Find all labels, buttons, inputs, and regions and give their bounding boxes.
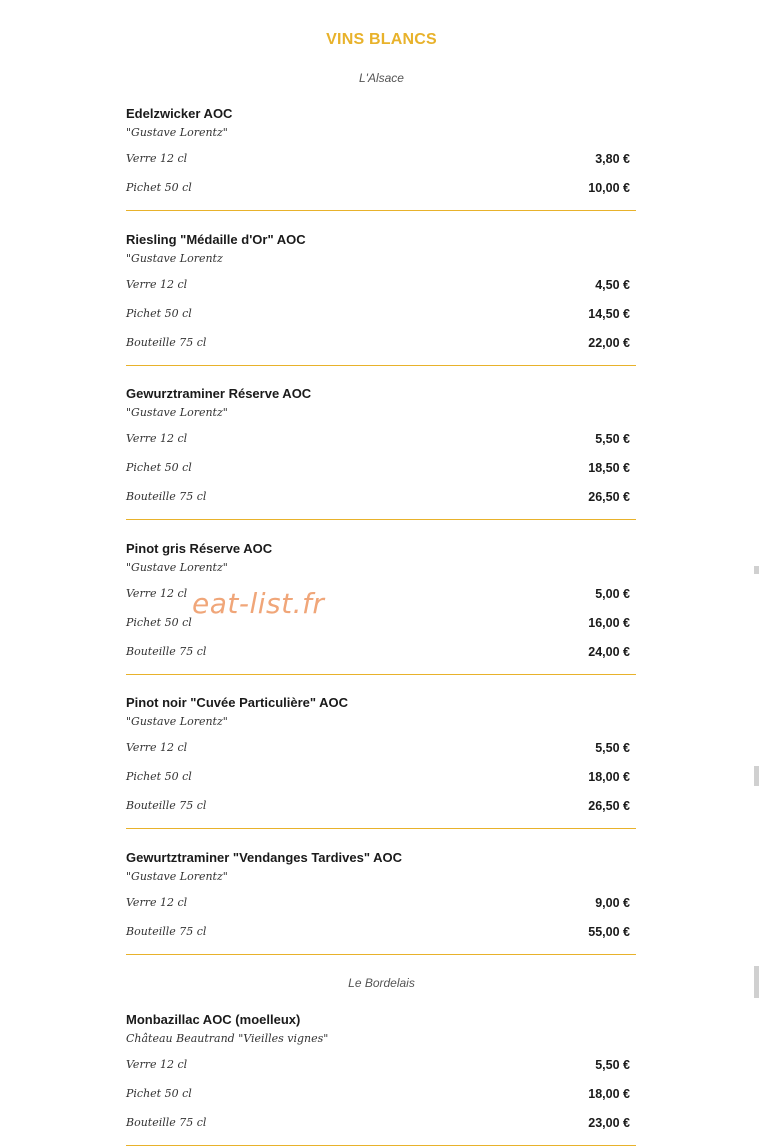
price: 4,50 €	[595, 278, 630, 292]
price-row	[126, 490, 636, 510]
price: 18,00 €	[588, 770, 630, 784]
serving-label: Pichet 50 cl	[126, 1087, 192, 1100]
price: 5,50 €	[595, 741, 630, 755]
price: 18,50 €	[588, 461, 630, 475]
price: 22,00 €	[588, 336, 630, 350]
serving-label: Verre 12 cl	[126, 152, 188, 165]
wine-item	[126, 386, 636, 520]
price-row	[126, 1058, 636, 1078]
wine-producer: "Gustave Lorentz"	[126, 561, 228, 574]
price-row	[126, 432, 636, 452]
wine-producer: "Gustave Lorentz"	[126, 870, 228, 883]
wine-name: Gewurtztraminer "Vendanges Tardives" AOC	[126, 850, 403, 865]
serving-label: Bouteille 75 cl	[126, 925, 207, 938]
watermark: eat-list.fr	[192, 587, 325, 620]
price-row	[126, 770, 636, 790]
serving-label: Verre 12 cl	[126, 741, 188, 754]
price: 10,00 €	[588, 181, 630, 195]
region-heading-alsace: L'Alsace	[359, 71, 404, 85]
price: 3,80 €	[595, 152, 630, 166]
serving-label: Pichet 50 cl	[126, 181, 192, 194]
serving-label: Bouteille 75 cl	[126, 799, 207, 812]
serving-label: Bouteille 75 cl	[126, 645, 207, 658]
price-row	[126, 307, 636, 327]
wine-name: Edelzwicker AOC	[126, 106, 233, 121]
serving-label: Verre 12 cl	[126, 432, 188, 445]
serving-label: Pichet 50 cl	[126, 770, 192, 783]
scroll-marker	[754, 566, 759, 574]
price-row	[126, 1087, 636, 1107]
price: 26,50 €	[588, 799, 630, 813]
serving-label: Verre 12 cl	[126, 587, 188, 600]
serving-label: Pichet 50 cl	[126, 616, 192, 629]
price: 5,00 €	[595, 587, 630, 601]
price: 5,50 €	[595, 432, 630, 446]
serving-label: Bouteille 75 cl	[126, 490, 207, 503]
wine-producer: Château Beautrand "Vieilles vignes"	[126, 1032, 329, 1045]
serving-label: Pichet 50 cl	[126, 461, 192, 474]
price-row	[126, 799, 636, 819]
price-row	[126, 461, 636, 481]
serving-label: Bouteille 75 cl	[126, 1116, 207, 1129]
price: 18,00 €	[588, 1087, 630, 1101]
price: 23,00 €	[588, 1116, 630, 1130]
wine-item	[126, 695, 636, 829]
wine-item	[126, 850, 636, 955]
serving-label: Pichet 50 cl	[126, 307, 192, 320]
price: 16,00 €	[588, 616, 630, 630]
price-row	[126, 152, 636, 172]
serving-label: Verre 12 cl	[126, 278, 188, 291]
serving-label: Verre 12 cl	[126, 896, 188, 909]
page-title: VINS BLANCS	[326, 31, 437, 48]
price-row	[126, 1116, 636, 1136]
wine-producer: "Gustave Lorentz"	[126, 406, 228, 419]
region-heading-bordelais: Le Bordelais	[348, 976, 415, 990]
price: 14,50 €	[588, 307, 630, 321]
wine-name: Riesling "Médaille d'Or" AOC	[126, 232, 306, 247]
wine-name: Pinot gris Réserve AOC	[126, 541, 273, 556]
price: 24,00 €	[588, 645, 630, 659]
wine-name: Gewurztraminer Réserve AOC	[126, 386, 312, 401]
price-row	[126, 896, 636, 916]
wine-producer: "Gustave Lorentz"	[126, 126, 228, 139]
price-row	[126, 925, 636, 945]
price-row	[126, 645, 636, 665]
price-row	[126, 741, 636, 761]
price-row	[126, 278, 636, 298]
price: 9,00 €	[595, 896, 630, 910]
wine-name: Pinot noir "Cuvée Particulière" AOC	[126, 695, 349, 710]
serving-label: Verre 12 cl	[126, 1058, 188, 1071]
price: 26,50 €	[588, 490, 630, 504]
wine-producer: "Gustave Lorentz"	[126, 715, 228, 728]
price-row	[126, 181, 636, 201]
wine-name: Monbazillac AOC (moelleux)	[126, 1012, 301, 1027]
wine-item	[126, 1012, 636, 1146]
price: 5,50 €	[595, 1058, 630, 1072]
wine-item	[126, 106, 636, 211]
wine-item	[126, 232, 636, 366]
price-row	[126, 336, 636, 356]
scroll-marker	[754, 766, 759, 786]
wine-producer: "Gustave Lorentz	[126, 252, 223, 265]
serving-label: Bouteille 75 cl	[126, 336, 207, 349]
price: 55,00 €	[588, 925, 630, 939]
scroll-marker	[754, 966, 759, 998]
